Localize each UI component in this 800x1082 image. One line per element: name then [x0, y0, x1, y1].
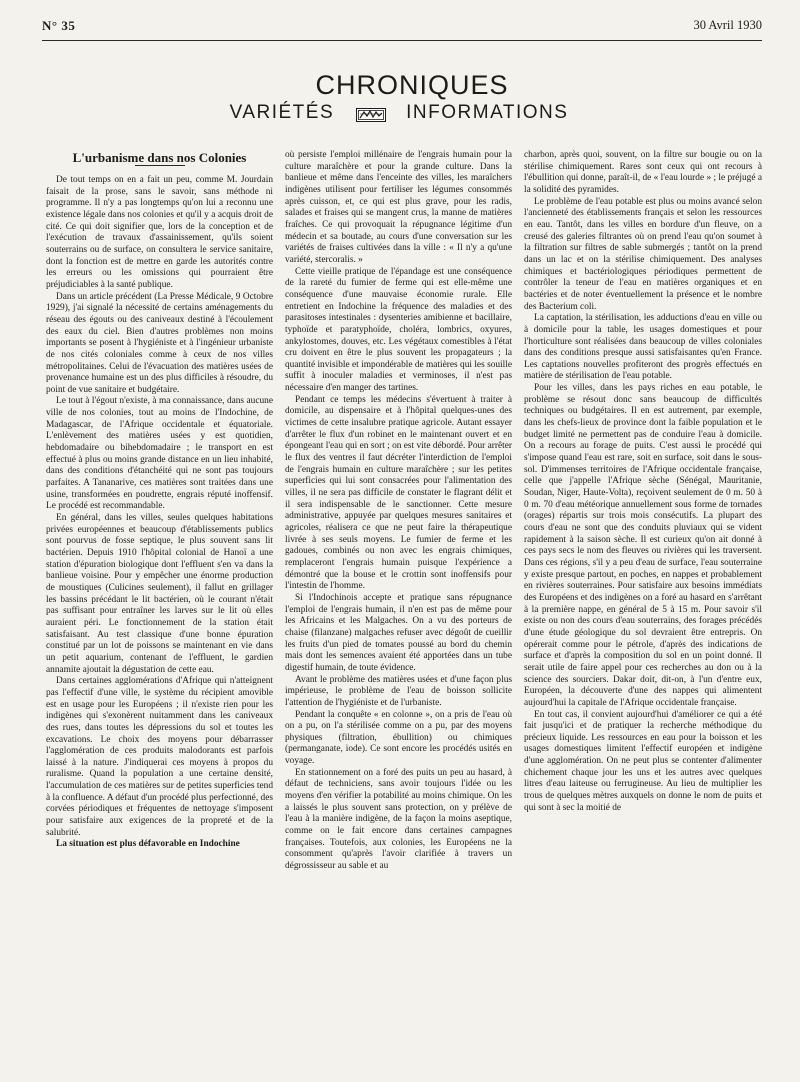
paragraph: Dans un article précédent (La Presse Médicale, 9 Octobre 1929), j'ai signalé la nécessité de certains aménagements du réseau des égouts ou des caniveaux destiné à l'écoulement des eaux du ciel. Bien d'autres problèmes non moins importants se posent à l'hygiéniste et à l'ingénieur urbaniste de nos cités coloniales comme à ceux de nos villes métropolitaines. Celui de l'évacuation des matières usées de provenance humaine est un des plus difficiles à résoudre, du point de vue sanitaire et budgétaire. — [46, 291, 273, 395]
masthead-right: INFORMATIONS — [406, 102, 569, 123]
paragraph: charbon, après quoi, souvent, on la filtre sur bougie ou on la stérilise chimiquement. Rares sont ceux qui ont recours à l'ébullition qui donne, paraît-il, de « l'eau lourde » ; le préjugé a la solidité des pyramides. — [524, 150, 762, 195]
issue-date: 30 Avril 1930 — [693, 18, 762, 32]
article-columns — [46, 150, 762, 1076]
column-2 — [285, 150, 512, 873]
paragraph: Pendant ce temps les médecins s'évertuent à traiter à domicile, au dispensaire et à l'hôpital quelques-unes des victimes de cette insalubre pratique agricole. Autant essayer d'arrêter le flux d'un robinet en le maintenant ouvert et en épongeant l'eau qui en sort ; on est vite débordé. Pour arrêter le flux des ventres il faut décréter l'interdiction de l'emploi de l'engrais humain en culture maraîchère ; sur les petites superficies qui lui sont consacrées pour l'alimentation des villes, il ne sera pas difficile de constater le flagrant délit et il sera indispensable de le sanctionner. Cette mesure administrative, appuyée par quelques mesures sanitaires et agricoles, réalisera ce que ne peut faire la thérapeutique livrée à ses seuls moyens. Le fumier de ferme et les gadoues, combinés ou non avec les engrais chimiques, remplaceront l'engrais humain puisque l'expérience a démontré que la bouse et le crottin sont inoffensifs pour l'intestin de l'homme. — [285, 394, 512, 592]
paragraph: En tout cas, il convient aujourd'hui d'améliorer ce qui a été fait jusqu'ici et de pratiquer la recherche méthodique du précieux liquide. Les ressources en eau pour la boisson et les usages domestiques limitent l'effectif européen et indigène d'une agglomération. On ne peut plus se contenter d'alimenter chichement chaque jour les uns et les autres avec quelques litres d'eau laiteuse ou ferrugineuse. Au lieu de multiplier les trous de quelques mètres auxquels on donne le nom de puits et qui sont à sec la moitié de — [524, 709, 762, 813]
paragraph: En stationnement on a foré des puits un peu au hasard, à défaut de techniciens, sans avoir toujours l'idée ou les moyens d'en vérifier la potabilité au moins chimique. On les a laissés le plus souvent sans protection, on y prélève de l'eau à la manière indigène, de la façon la moins aseptique, comme on le fait encore dans certaines campagnes françaises. Toutefois, aux colonies, les Européens ne la consomment qu'après l'avoir clarifiée à travers un dégrossisseur au sable et au — [285, 767, 512, 872]
masthead — [0, 70, 800, 124]
paragraph: La captation, la stérilisation, les adductions d'eau en ville ou à domicile pour la table, les usages domestiques et pour l'horticulture sont réalisées dans beaucoup de villes coloniales dans des conditions presque aussi satisfaisantes qu'en France. Les captations nouvelles profiteront des progrès effectués en matière de stérilisation de l'eau potable. — [524, 313, 762, 382]
column-1 — [46, 150, 273, 851]
paragraph: où persiste l'emploi millénaire de l'engrais humain pour la culture maraîchère et pour la grande culture. Dans la banlieue et même dans l'enceinte des villes, les maraîchers indigènes utilisent pour fertiliser les légumes consommés après cuisson, et, ce qui est plus grave, pour les radis, salades et fraises qui se mangent crus, la manne de matières fraîches. Ce qui provoquait la répugnance légitime d'un médecin et sa boutade, au cours d'une conversation sur les variétés de fraises cultivées dans la ville : « Il n'y a qu'une variété, stercoralis. » — [285, 150, 512, 265]
page-number: N° 35 — [42, 18, 76, 33]
paragraph: Dans certaines agglomérations d'Afrique qui n'atteignent pas l'effectif d'une ville, le système du récipient amovible est en usage pour les Européens ; il n'existe rien pour les indigènes qui s'exonèrent nuitamment dans les caniveaux des rues, dans toutes les dépressions du sol et toutes les excavations. Le choix des moyens pour débarrasser l'agglomération de ces produits malodorants est parfois laissé à la nature. J'indiquerai ces moyens à propos du ruralisme. Quand la population a une certaine densité, l'accumulation de ces matières sur de petites superficies tend à la confluence. A défaut d'un procédé plus perfectionné, des corvées périodiques et fréquentes de nettoyage s'imposent pour satisfaire aux exigences de la propreté et de la salubrité. — [46, 676, 273, 838]
header-rule — [42, 40, 762, 41]
paragraph: Avant le problème des matières usées et d'une façon plus impérieuse, le problème de l'eau de boisson sollicite l'attention de l'hygiéniste et de l'urbaniste. — [285, 674, 512, 708]
column-3 — [524, 150, 762, 814]
article-title: L'urbanisme dans nos Colonies — [72, 150, 247, 165]
paragraph: Pendant la conquête « en colonne », on a pris de l'eau où on a pu, on l'a stérilisée comme on a pu, par des moyens physiques (filtration, ébullition) ou chimiques (permanganate, iode). Ce sont encore les procédés usités en voyage. — [285, 709, 512, 767]
paragraph: Le problème de l'eau potable est plus ou moins avancé selon l'ancienneté des établissements français et selon les ressources en eau. Tantôt, dans les villes en bordure d'un fleuve, on a creusé des galeries filtrantes où on prend l'eau qu'on soumet à la filtration sur filtres de sable submergés ; tantôt on la prend dans un lac et on la stérilise chimiquement. Des analyses chimiques et bactériologiques périodiques permettent de contrôler la teneur de l'eau en matières organiques et en bactéries et de noter éventuellement la présence et le nombre des Bacterium coli. — [524, 196, 762, 312]
paragraph: De tout temps on en a fait un peu, comme M. Jourdain faisait de la prose, sans le savoir, sans méthode ni programme. Il n'y a pas longtemps qu'on lui a reconnu une existence légale dans nos colonies et qu'il y a acquis droit de cité. Ce qui doit signifier que, lors de la conception et de l'exécution de travaux d'assainissement, qu'ils soient souterrains ou de surface, on consultera le service sanitaire, dont la fonction est de mettre en garde les autorités contre les erreurs ou les omissions qui pourraient être préjudiciables à la santé publique. — [46, 175, 273, 290]
masthead-left: VARIÉTÉS — [229, 102, 335, 123]
masthead-subtitle — [0, 102, 800, 124]
paragraph: En général, dans les villes, seules quelques habitations privées européennes et beaucoup d'établissements publics sont pourvus de fosse septique, le plus souvent sans lit bactérien. Depuis 1910 l'hôpital colonial de Hanoï a une station d'épuration biologique dont l'effluent s'en va dans la banlieue voisine. Pour y empêcher une énorme production de moustiques (Culicines seulement), il fallut en grillager les bassins précédant le lit bactérien, où le courant n'était pas suffisant pour entraîner les larves sur le lit où elles auraient péri. Le fonctionnement de la station était satisfaisant. Au test classique d'une bonne épuration constitué par un lot de poissons se maintenant en vie dans un petit aquarium, contenant de l'effluent, le gardien annamite ajoutait la dégustation de cette eau. — [46, 513, 273, 675]
paragraph: Si l'Indochinois accepte et pratique sans répugnance l'emploi de l'engrais humain, il n'en est pas de même pour les Africains et les Malgaches. On a vu des porteurs de chaise (filanzane) malgaches refuser avec dégoût de cueillir les fruits d'un pied de tomates poussé au bord du chemin mais dont les semences avaient été apportées dans un tube digestif humain, de toute évidence. — [285, 592, 512, 673]
paragraph: Le tout à l'égout n'existe, à ma connaissance, dans aucune ville de nos colonies, tout au moins de l'Indochine, de Madagascar, de l'Afrique occidentale et équatoriale. L'enlèvement des matières usées y est quotidien, hebdomadaire ou bihebdomadaire ; le transport en est effectué à plus ou moins grande distance en un lieu inhabité, dans des conditions d'étanchéité qui ne sont pas toujours parfaites. A Tananarive, ces matières sont traitées dans une usine, transformées en poudrette, engrais réputé inoffensif. Le procédé est recommandable. — [46, 396, 273, 512]
paragraph: Pour les villes, dans les pays riches en eau potable, le problème se résout donc sans beaucoup de difficultés techniques ou budgétaires. Il en est autrement, par exemple, dans les chefs-lieux de province dont la faible population et le budget limité ne permettent pas de conduire l'eau à domicile. On a recours au forage de puits. C'est aussi le procédé qui s'impose quand l'eau est rare, soit en surface, soit dans le sous-sol. D'immenses territoires de l'Afrique occidentale française, celle que j'appelle l'Afrique sèche (Sénégal, Mauritanie, Soudan, Niger, Haute-Volta), reçoivent seulement de 0 m. 50 à 0 m. 70 d'eau météorique annuellement sous forme de tornades (orages) répartis sur trois mois consécutifs. La plupart des cours d'eau ne sont que des conduits pluviaux qui se vident rapidement à la saison sèche. Il est curieux qu'on ait donné à ces pays secs le nom des fleuves ou rivières qui les traversent. Dans ces régions, s'il y a peu d'eau de surface, l'eau souterraine y existe presque partout, en poches, en nappes et probablement en rivières souterraines. Pour satisfaire aux besoins immédiats des Européens et des indigènes on a foré au hasard en s'arrêtant à la première nappe, en général de 5 à 15 m. Pour savoir s'il existe ou non des cours d'eau souterrains, des forages précédés d'une étude géologique du sol devraient être entrepris. On opérerait comme pour le pétrole, d'après des indications de surface et d'après la composition du sol en un point donné. Il serait utile de faire appel pour ces recherches au don ou à la science des sourciers. Dakar doit, dit-on, à l'un d'entre eux, Européen, la découverte d'une des nappes qui alimentent aujourd'hui la capitale de l'Afrique occidentale française. — [524, 383, 762, 708]
masthead-title: CHRONIQUES — [315, 70, 509, 100]
paragraph: Cette vieille pratique de l'épandage est une conséquence de la rareté du fumier de ferme qui est elle-même une conséquence d'une mauvaise économie rurale. Elle entretient en Indochine la fréquence des maladies et des parasitoses intestinales : dysenteries amibienne et bacillaire, typhoïde et paratyphoïde, choléra, lombrics, oxyures, ankylostomes, douves, etc. Les végétaux comestibles à l'état cru doivent en être le plus souvent les propagateurs ; la quantité invisible et impondérable de matières qui les souille suffit à inoculer maladies et verminoses, il n'est pas nécessaire d'en manger des tartines. — [285, 266, 512, 394]
paragraph: La situation est plus défavorable en Indochine — [56, 839, 240, 850]
publisher-emblem-icon — [356, 106, 386, 120]
title-rule — [135, 165, 185, 166]
